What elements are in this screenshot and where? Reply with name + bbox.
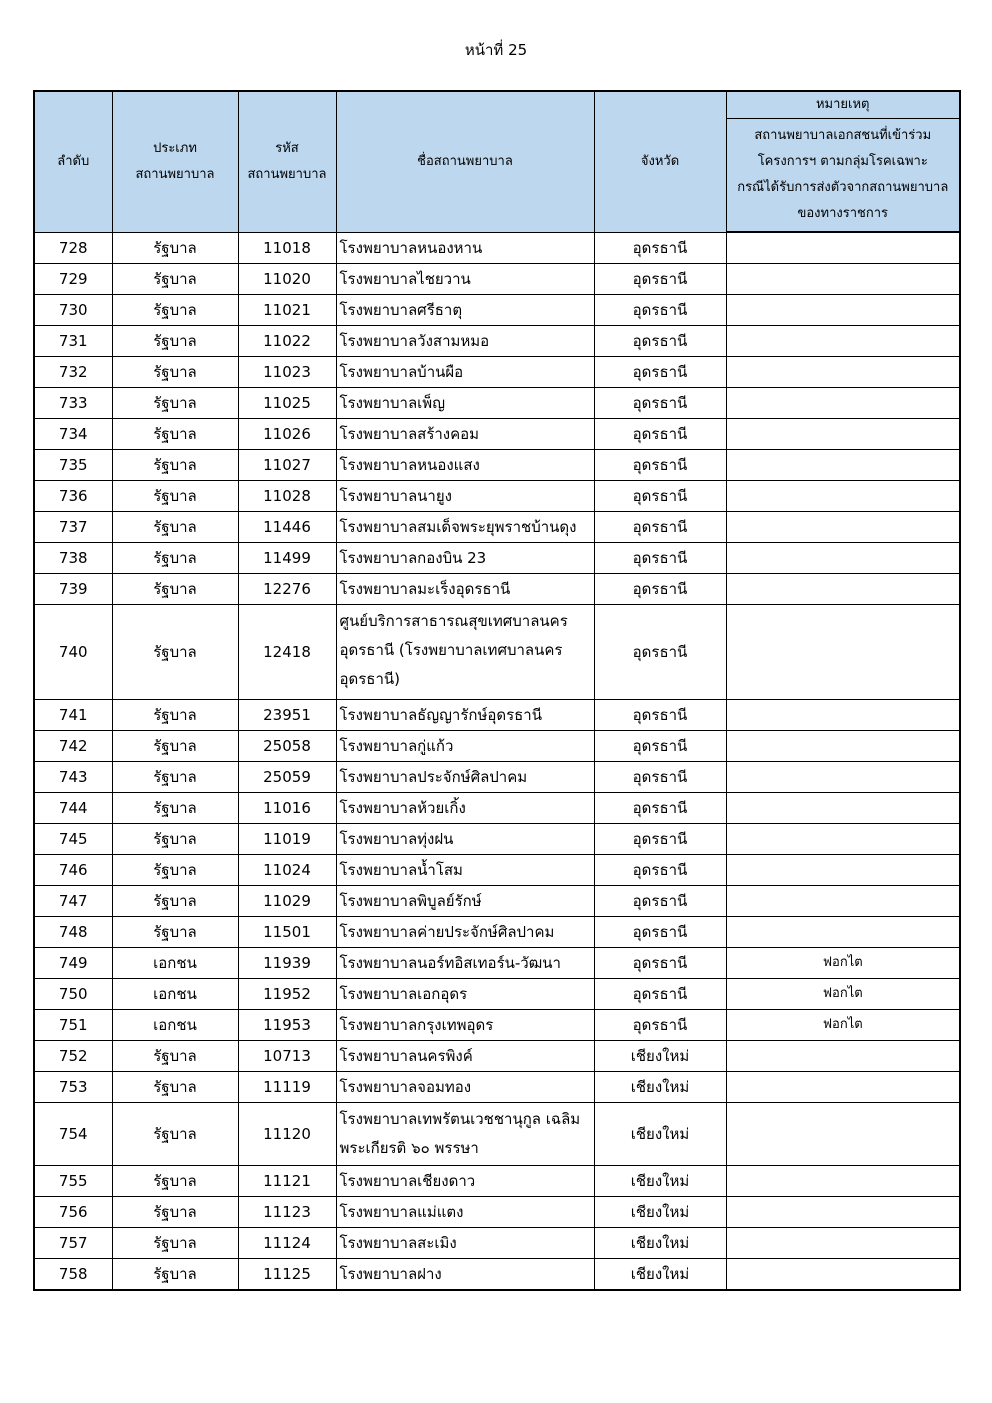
row-province: อุดรธานี [594,855,726,886]
row-name: โรงพยาบาลบ้านผือ [336,357,594,388]
row-order: 736 [34,481,112,512]
row-remark [726,762,960,793]
row-order: 735 [34,450,112,481]
row-remark [726,481,960,512]
row-order: 731 [34,326,112,357]
table-row [34,948,960,979]
row-type: รัฐบาล [112,855,238,886]
row-name: โรงพยาบาลศรีธาตุ [336,295,594,326]
table-row [34,886,960,917]
row-name: โรงพยาบาลฝาง [336,1259,594,1291]
table-row [34,979,960,1010]
header-remark: หมายเหตุ [726,91,960,119]
row-type: รัฐบาล [112,1041,238,1072]
row-province: อุดรธานี [594,574,726,605]
row-code: 11446 [238,512,336,543]
row-name: โรงพยาบาลวังสามหมอ [336,326,594,357]
row-type: รัฐบาล [112,574,238,605]
row-order: 733 [34,388,112,419]
table-body [34,232,960,1290]
row-province: อุดรธานี [594,543,726,574]
row-type: รัฐบาล [112,824,238,855]
row-order: 730 [34,295,112,326]
row-order: 747 [34,886,112,917]
row-code: 11022 [238,326,336,357]
row-name: โรงพยาบาลหนองหาน [336,232,594,264]
row-type: รัฐบาล [112,295,238,326]
row-order: 734 [34,419,112,450]
row-code: 11021 [238,295,336,326]
row-province: อุดรธานี [594,824,726,855]
row-type: รัฐบาล [112,1259,238,1291]
table-row [34,481,960,512]
row-province: อุดรธานี [594,481,726,512]
row-name: โรงพยาบาลกรุงเทพอุดร [336,1010,594,1041]
row-type: รัฐบาล [112,731,238,762]
table-row [34,1197,960,1228]
row-code: 23951 [238,700,336,731]
row-remark: ฟอกไต [726,948,960,979]
row-order: 742 [34,731,112,762]
row-type: รัฐบาล [112,700,238,731]
table-row [34,917,960,948]
row-type: เอกชน [112,948,238,979]
header-province: จังหวัด [594,91,726,232]
row-province: อุดรธานี [594,512,726,543]
row-order: 750 [34,979,112,1010]
row-type: รัฐบาล [112,419,238,450]
row-remark [726,700,960,731]
row-remark [726,824,960,855]
row-remark [726,450,960,481]
row-province: เชียงใหม่ [594,1197,726,1228]
row-remark [726,1166,960,1197]
row-remark [726,264,960,295]
row-order: 752 [34,1041,112,1072]
row-remark: ฟอกไต [726,1010,960,1041]
row-name: โรงพยาบาลไชยวาน [336,264,594,295]
row-name: โรงพยาบาลสะเมิง [336,1228,594,1259]
row-remark [726,543,960,574]
row-order: 758 [34,1259,112,1291]
row-code: 11120 [238,1103,336,1166]
row-remark [726,917,960,948]
row-type: รัฐบาล [112,762,238,793]
row-province: เชียงใหม่ [594,1103,726,1166]
row-province: อุดรธานี [594,1010,726,1041]
row-type: รัฐบาล [112,357,238,388]
row-name: โรงพยาบาลกองบิน 23 [336,543,594,574]
table-row [34,512,960,543]
row-order: 746 [34,855,112,886]
row-order: 755 [34,1166,112,1197]
row-order: 732 [34,357,112,388]
row-order: 728 [34,232,112,264]
header-order: ลำดับ [34,91,112,232]
row-name: โรงพยาบาลนอร์ทอิสเทอร์น-วัฒนา [336,948,594,979]
table-row [34,1041,960,1072]
row-remark [726,1228,960,1259]
table-row [34,731,960,762]
hospital-table [33,90,961,1291]
row-name: โรงพยาบาลมะเร็งอุดรธานี [336,574,594,605]
row-name: โรงพยาบาลทุ่งฝน [336,824,594,855]
row-name: โรงพยาบาลเทพรัตนเวชชานุกูล เฉลิม พระเกียรติ ๖๐ พรรษา [336,1103,594,1166]
row-code: 11026 [238,419,336,450]
table-row [34,232,960,264]
row-code: 12276 [238,574,336,605]
header-code: รหัส สถานพยาบาล [238,91,336,232]
row-type: รัฐบาล [112,1166,238,1197]
row-code: 11119 [238,1072,336,1103]
table-row [34,264,960,295]
row-code: 11018 [238,232,336,264]
row-remark [726,232,960,264]
table-row [34,1072,960,1103]
row-order: 753 [34,1072,112,1103]
table-row [34,1166,960,1197]
row-order: 739 [34,574,112,605]
row-remark [726,388,960,419]
row-remark [726,1103,960,1166]
row-type: รัฐบาล [112,1072,238,1103]
row-order: 749 [34,948,112,979]
row-code: 11124 [238,1228,336,1259]
table-row [34,295,960,326]
row-remark [726,1259,960,1291]
row-order: 756 [34,1197,112,1228]
row-province: อุดรธานี [594,979,726,1010]
row-remark [726,574,960,605]
row-order: 743 [34,762,112,793]
row-type: รัฐบาล [112,886,238,917]
row-remark [726,1197,960,1228]
table-row [34,1228,960,1259]
row-type: รัฐบาล [112,1103,238,1166]
row-remark [726,605,960,700]
table-row [34,357,960,388]
row-type: รัฐบาล [112,512,238,543]
row-name: โรงพยาบาลหนองแสง [336,450,594,481]
row-code: 25059 [238,762,336,793]
table-row [34,793,960,824]
row-name: โรงพยาบาลแม่แตง [336,1197,594,1228]
row-code: 11019 [238,824,336,855]
row-name: โรงพยาบาลจอมทอง [336,1072,594,1103]
row-order: 745 [34,824,112,855]
row-type: รัฐบาล [112,388,238,419]
row-order: 748 [34,917,112,948]
row-code: 11121 [238,1166,336,1197]
row-code: 11029 [238,886,336,917]
row-remark: ฟอกไต [726,979,960,1010]
row-code: 11025 [238,388,336,419]
table-row [34,574,960,605]
table-row [34,855,960,886]
row-province: อุดรธานี [594,326,726,357]
row-order: 729 [34,264,112,295]
row-remark [726,295,960,326]
row-type: รัฐบาล [112,793,238,824]
row-name: โรงพยาบาลกู่แก้ว [336,731,594,762]
row-order: 751 [34,1010,112,1041]
row-province: อุดรธานี [594,793,726,824]
row-code: 11499 [238,543,336,574]
table-row [34,388,960,419]
table-row [34,1259,960,1291]
table-header [34,91,960,232]
row-remark [726,512,960,543]
row-province: อุดรธานี [594,917,726,948]
row-province: อุดรธานี [594,357,726,388]
row-code: 11953 [238,1010,336,1041]
table-row [34,700,960,731]
row-province: เชียงใหม่ [594,1041,726,1072]
row-type: รัฐบาล [112,264,238,295]
row-remark [726,793,960,824]
row-type: เอกชน [112,979,238,1010]
row-name: โรงพยาบาลประจักษ์ศิลปาคม [336,762,594,793]
row-type: รัฐบาล [112,450,238,481]
row-code: 11125 [238,1259,336,1291]
row-remark [726,886,960,917]
row-order: 757 [34,1228,112,1259]
table-row [34,543,960,574]
page-number: หน้าที่ 25 [464,41,528,59]
header-name: ชื่อสถานพยาบาล [336,91,594,232]
row-type: รัฐบาล [112,481,238,512]
row-name: โรงพยาบาลสมเด็จพระยุพราชบ้านดุง [336,512,594,543]
row-code: 11016 [238,793,336,824]
table-row [34,1103,960,1166]
row-code: 11939 [238,948,336,979]
row-name: โรงพยาบาลธัญญารักษ์อุดรธานี [336,700,594,731]
row-province: อุดรธานี [594,388,726,419]
table-row [34,450,960,481]
row-type: รัฐบาล [112,1197,238,1228]
row-order: 740 [34,605,112,700]
table-row [34,762,960,793]
row-code: 11027 [238,450,336,481]
row-name: โรงพยาบาลสร้างคอม [336,419,594,450]
row-name: โรงพยาบาลเพ็ญ [336,388,594,419]
row-remark [726,1072,960,1103]
row-remark [726,855,960,886]
row-code: 11023 [238,357,336,388]
row-province: อุดรธานี [594,886,726,917]
row-type: รัฐบาล [112,917,238,948]
row-type: รัฐบาล [112,543,238,574]
table-row [34,419,960,450]
row-type: เอกชน [112,1010,238,1041]
row-code: 25058 [238,731,336,762]
row-type: รัฐบาล [112,1228,238,1259]
row-remark [726,357,960,388]
row-code: 11501 [238,917,336,948]
row-name: โรงพยาบาลพิบูลย์รักษ์ [336,886,594,917]
row-name: โรงพยาบาลค่ายประจักษ์ศิลปาคม [336,917,594,948]
table-row [34,1010,960,1041]
row-code: 11024 [238,855,336,886]
header-type: ประเภท สถานพยาบาล [112,91,238,232]
row-code: 11952 [238,979,336,1010]
row-province: อุดรธานี [594,700,726,731]
row-province: เชียงใหม่ [594,1166,726,1197]
row-remark [726,419,960,450]
row-name: โรงพยาบาลน้ำโสม [336,855,594,886]
row-type: รัฐบาล [112,232,238,264]
row-province: เชียงใหม่ [594,1259,726,1291]
row-province: อุดรธานี [594,731,726,762]
row-name: โรงพยาบาลเอกอุดร [336,979,594,1010]
row-code: 11020 [238,264,336,295]
row-province: อุดรธานี [594,232,726,264]
table-row [34,326,960,357]
row-province: อุดรธานี [594,762,726,793]
row-remark [726,326,960,357]
row-name: โรงพยาบาลห้วยเกิ้ง [336,793,594,824]
row-code: 11123 [238,1197,336,1228]
row-order: 738 [34,543,112,574]
row-province: อุดรธานี [594,419,726,450]
row-province: อุดรธานี [594,948,726,979]
table-row [34,605,960,700]
row-province: อุดรธานี [594,605,726,700]
row-province: เชียงใหม่ [594,1072,726,1103]
header-remark-sub: สถานพยาบาลเอกสชนที่เข้าร่วม โครงการฯ ตามกลุ่มโรคเฉพาะ กรณีได้รับการส่งตัวจากสถานพยาบาล ของทางราชการ [726,119,960,233]
row-name: โรงพยาบาลนายูง [336,481,594,512]
row-order: 741 [34,700,112,731]
row-province: อุดรธานี [594,450,726,481]
row-type: รัฐบาล [112,326,238,357]
row-type: รัฐบาล [112,605,238,700]
row-province: เชียงใหม่ [594,1228,726,1259]
row-order: 737 [34,512,112,543]
row-order: 754 [34,1103,112,1166]
row-remark [726,1041,960,1072]
row-order: 744 [34,793,112,824]
row-province: อุดรธานี [594,295,726,326]
row-code: 12418 [238,605,336,700]
row-name: โรงพยาบาลเชียงดาว [336,1166,594,1197]
table-row [34,824,960,855]
row-code: 10713 [238,1041,336,1072]
row-remark [726,731,960,762]
row-name: โรงพยาบาลนครพิงค์ [336,1041,594,1072]
row-name: ศูนย์บริการสาธารณสุขเทศบาลนคร อุดรธานี (โรงพยาบาลเทศบาลนคร อุดรธานี) [336,605,594,700]
row-province: อุดรธานี [594,264,726,295]
row-code: 11028 [238,481,336,512]
